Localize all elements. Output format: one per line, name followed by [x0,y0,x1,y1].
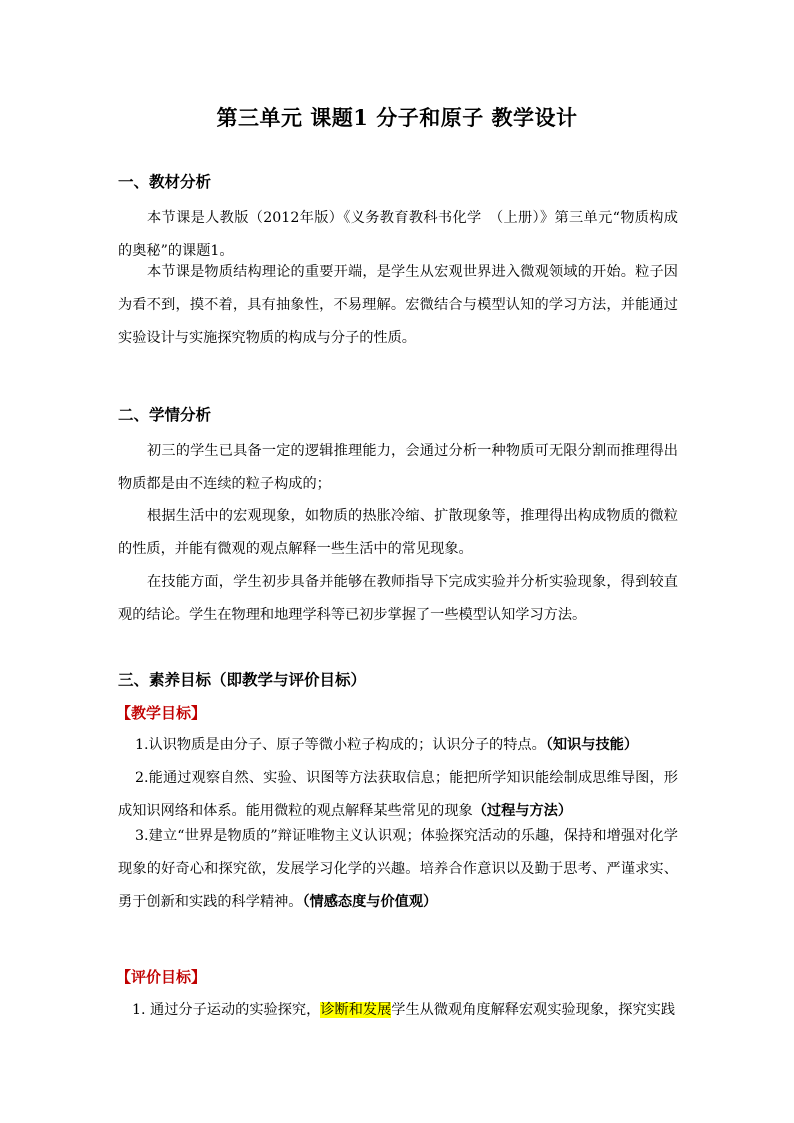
section-heading-student-analysis: 二、学情分析 [118,405,212,424]
goal-text: 2.能通过观察自然、实验、识图等方法获取信息；能把所学知识能绘制成思维导图，形成知识网络和体系。能用微粒的观点解释某些常见的现象 [118,770,678,819]
paragraph: 根据生活中的宏观现象，如物质的热胀冷缩、扩散现象等，推理得出构成物质的微粒的性质，并能有微观的观点解释一些生活中的常见现象。 [118,508,678,557]
page-title: 第三单元 课题1 分子和原子 教学设计 [216,105,578,130]
teaching-goal-item [118,820,678,919]
teaching-goals-label: 【教学目标】 [116,704,207,722]
goal-tag: （过程与方法） [472,803,573,819]
paragraph: 在技能方面，学生初步具备并能够在教师指导下完成实验并分析实验现象，得到较直观的结论。学生在物理和地理学科等已初步掌握了一些模型认知学习方法。 [118,574,678,623]
teaching-goal-item [118,729,678,762]
goal-text: 3.建立“世界是物质的”辩证唯物主义认识观；体验探究活动的乐趣，保持和增强对化学现象的好奇心和探究欲，发展学习化学的兴趣。培养合作意识以及勤于思考、严谨求实、勇于创新和实践的科学精神。 [118,828,678,910]
goal-text: 1. 通过分子运动的实验探究， [132,1002,321,1018]
paragraph: 本节课是人教版（2012年版）《义务教育教科书化学 （上册）》第三单元“物质构成的奥秘”的课题1。 [118,210,678,259]
evaluation-goal-item [132,994,678,1027]
section-heading-textbook-analysis: 一、教材分析 [118,172,212,191]
goal-tag: （情感态度与价值观） [302,894,438,910]
goal-text: 学生从微观角度解释宏观实验现象，探究实践 [391,1002,676,1018]
goal-text: 1.认识物质是由分子、原子等微小粒子构成的；认识分子的特点。 [135,737,546,753]
evaluation-goals-label: 【评价目标】 [116,968,207,986]
section-heading-literacy-goals: 三、素养目标（即教学与评价目标） [118,670,367,689]
paragraph: 本节课是物质结构理论的重要开端，是学生从宏观世界进入微观领域的开始。粒子因为看不到，摸不着，具有抽象性，不易理解。宏微结合与模型认知的学习方法，并能通过实验设计与实施探究物质的构成与分子的性质。 [118,264,678,346]
teaching-goal-item [118,762,678,828]
goal-tag: （知识与技能） [545,737,639,753]
highlighted-text: 诊断和发展 [320,1002,392,1018]
paragraph: 初三的学生已具备一定的逻辑推理能力，会通过分析一种物质可无限分割而推理得出物质都是由不连续的粒子构成的； [118,443,678,492]
